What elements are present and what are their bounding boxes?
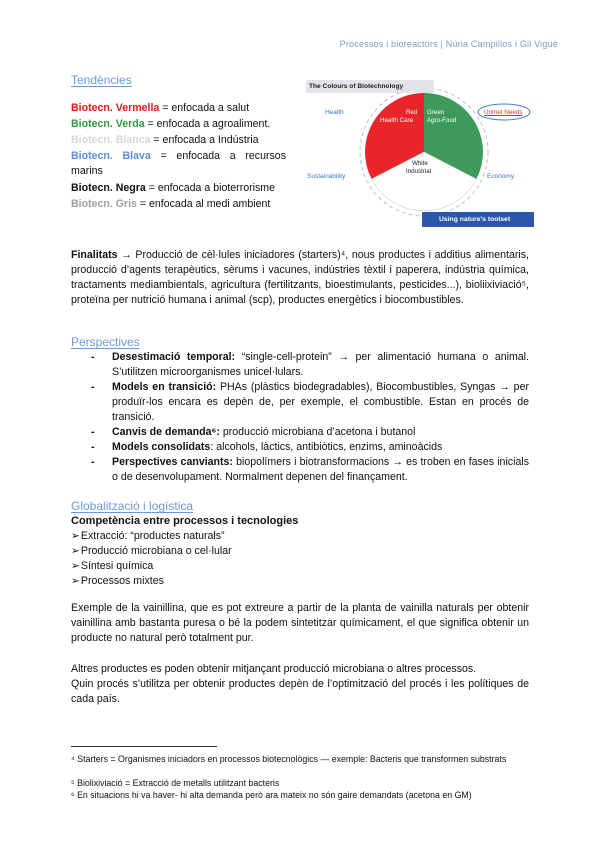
tendency-text: = enfocada al medi ambient xyxy=(136,198,271,210)
list-item-text: PHAs (plàstics biodegradables), Biocombustibles, Syngas → per produïr-los encara es depèn de, per exemple, el combustible. Estan en procés de transició. xyxy=(112,381,529,423)
list-item xyxy=(71,574,471,589)
tendency-label: Biotecn. Blanca xyxy=(71,134,151,146)
figure-label-white: White xyxy=(412,160,428,167)
list-item-text: Processos mixtes xyxy=(80,575,164,587)
figure-title: The Colours of Biotechnology xyxy=(309,83,404,90)
perspectives-list xyxy=(91,350,529,485)
list-item xyxy=(91,380,529,425)
finalitats-label: Finalitats xyxy=(71,249,118,261)
vainillina-paragraph: Exemple de la vainillina, que es pot extreure a partir de la planta de vainilla naturals per obtenir vainillina amb bastanta puresa o bé la podem sintetitzar químicament, el que significa obtenir un producte no natural però totalment pur. xyxy=(71,602,529,644)
figure-label-agro-food: Agro-Food xyxy=(427,117,457,124)
list-item-text: Síntesi química xyxy=(80,560,154,572)
list-item xyxy=(71,559,471,574)
tendency-label: Biotecn. Vermella xyxy=(71,102,160,114)
list-item-text: “single-cell-protein” → per alimentació humana o animal. S’utilitzen microorganismes unicel·lulars. xyxy=(112,351,529,378)
tendency-text: = enfocada a recursos marins xyxy=(71,150,286,177)
tendency-label: Biotecn. Blava xyxy=(71,150,151,162)
tendency-text: = enfocada a bioterrorisme xyxy=(145,182,276,194)
tendency-item xyxy=(71,101,286,117)
colours-of-biotechnology-figure xyxy=(306,80,542,228)
list-item xyxy=(91,425,529,440)
footnote-4: ⁴ Starters = Organismes iniciadors en processos biotecnològics — exemple: Bacteris que transformen substrats xyxy=(71,754,507,764)
page-header: Processos i bioreactors | Núria Campillos i Gil Viguè xyxy=(339,39,558,49)
list-item-text: Producció microbiana o cel·lular xyxy=(80,545,232,557)
altres-paragraph-line1: Altres productes es poden obtenir mitjançant producció microbiana o altres processos. xyxy=(71,663,477,675)
figure-label-health-care: Health Care xyxy=(380,117,414,124)
altres-paragraph-line2: Quin procés s’utilitza per obtenir productes depèn de l’optimització del procés i les polítiques de cada país. xyxy=(71,678,529,705)
figure-label-sustainability: Sustainability xyxy=(307,173,346,180)
list-item-label: Desestimació temporal: xyxy=(112,351,236,363)
section-heading-perspectives: Perspectives xyxy=(71,335,140,349)
tendency-text: = enfocada a Indústria xyxy=(150,134,259,146)
list-item xyxy=(91,350,529,380)
competencia-subheading: Competència entre processos i tecnologies xyxy=(71,515,299,527)
figure-label-red: Red xyxy=(406,109,418,116)
list-item-label: Models consolidats xyxy=(112,441,211,453)
list-item-label: Perspectives canviants: xyxy=(112,456,233,468)
figure-label-economy: Economy xyxy=(487,173,515,180)
tendency-item xyxy=(71,117,286,133)
footnote-5: ⁵ Biolixiviació = Extracció de metalls utilitzant bacteris xyxy=(71,778,280,788)
list-item-text: Extracció: “productes naturals” xyxy=(80,530,225,542)
globalitzacio-list xyxy=(71,529,471,589)
tendency-item xyxy=(71,149,286,181)
tendencies-list xyxy=(71,101,286,213)
tendency-label: Biotecn. Gris xyxy=(71,198,137,210)
finalitats-text: → Producció de cèl·lules iniciadores (starters)⁴, nous productes i additius alimentaris, producció d’agents terapèutics, sèrums i vacunes, indústries tèxtil i paperera, indústria química, tractaments mediambientals, agricultura (fertilitzants, bioestimulants, pesticides...), bioliixiviació⁵, proteïna per nutrició humana i animal (scp), productes energètics i biocombustibles. xyxy=(71,249,529,306)
tendency-label: Biotecn. Verda xyxy=(71,118,145,130)
tendency-text: = enfocada a agroaliment. xyxy=(144,118,271,130)
list-item-label: Canvis de demanda⁶: xyxy=(112,426,220,438)
tendency-item xyxy=(71,133,286,149)
figure-label-industrial: Industrial xyxy=(406,168,432,175)
footnote-divider xyxy=(71,746,217,747)
section-heading-globalitzacio: Globalització i logística xyxy=(71,499,194,513)
tendency-item xyxy=(71,181,286,197)
list-item-text: biopolímers i biotransformacions → es troben en fases inicials o de desenvolupament. Normalment depenen del finançament. xyxy=(112,456,529,483)
list-item xyxy=(91,440,529,455)
list-item-text: producció microbiana d’acetona i butanol xyxy=(219,426,416,438)
list-item xyxy=(91,455,529,485)
list-item xyxy=(71,529,471,544)
tendency-label: Biotecn. Negra xyxy=(71,182,146,194)
figure-label-unmet-needs: Unmet Needs xyxy=(484,109,523,116)
list-item xyxy=(71,544,471,559)
tendency-item xyxy=(71,197,286,213)
tendency-text: = enfocada a salut xyxy=(159,102,250,114)
list-item-text: : alcohols, làctics, antibiòtics, enzims, aminoàcids xyxy=(210,441,443,453)
figure-label-health: Health xyxy=(325,109,344,116)
figure-banner-text: Using nature's toolset xyxy=(439,216,511,223)
list-item-label: Models en transició: xyxy=(112,381,217,393)
footnote-6: ⁶ En situacions hi va haver- hi alta demanda però ara mateix no són gaire demandats (acetona en GM) xyxy=(71,790,472,800)
figure-label-green: Green xyxy=(427,109,445,116)
section-heading-tendencies: Tendències xyxy=(71,73,132,87)
finalitats-paragraph xyxy=(71,248,529,308)
